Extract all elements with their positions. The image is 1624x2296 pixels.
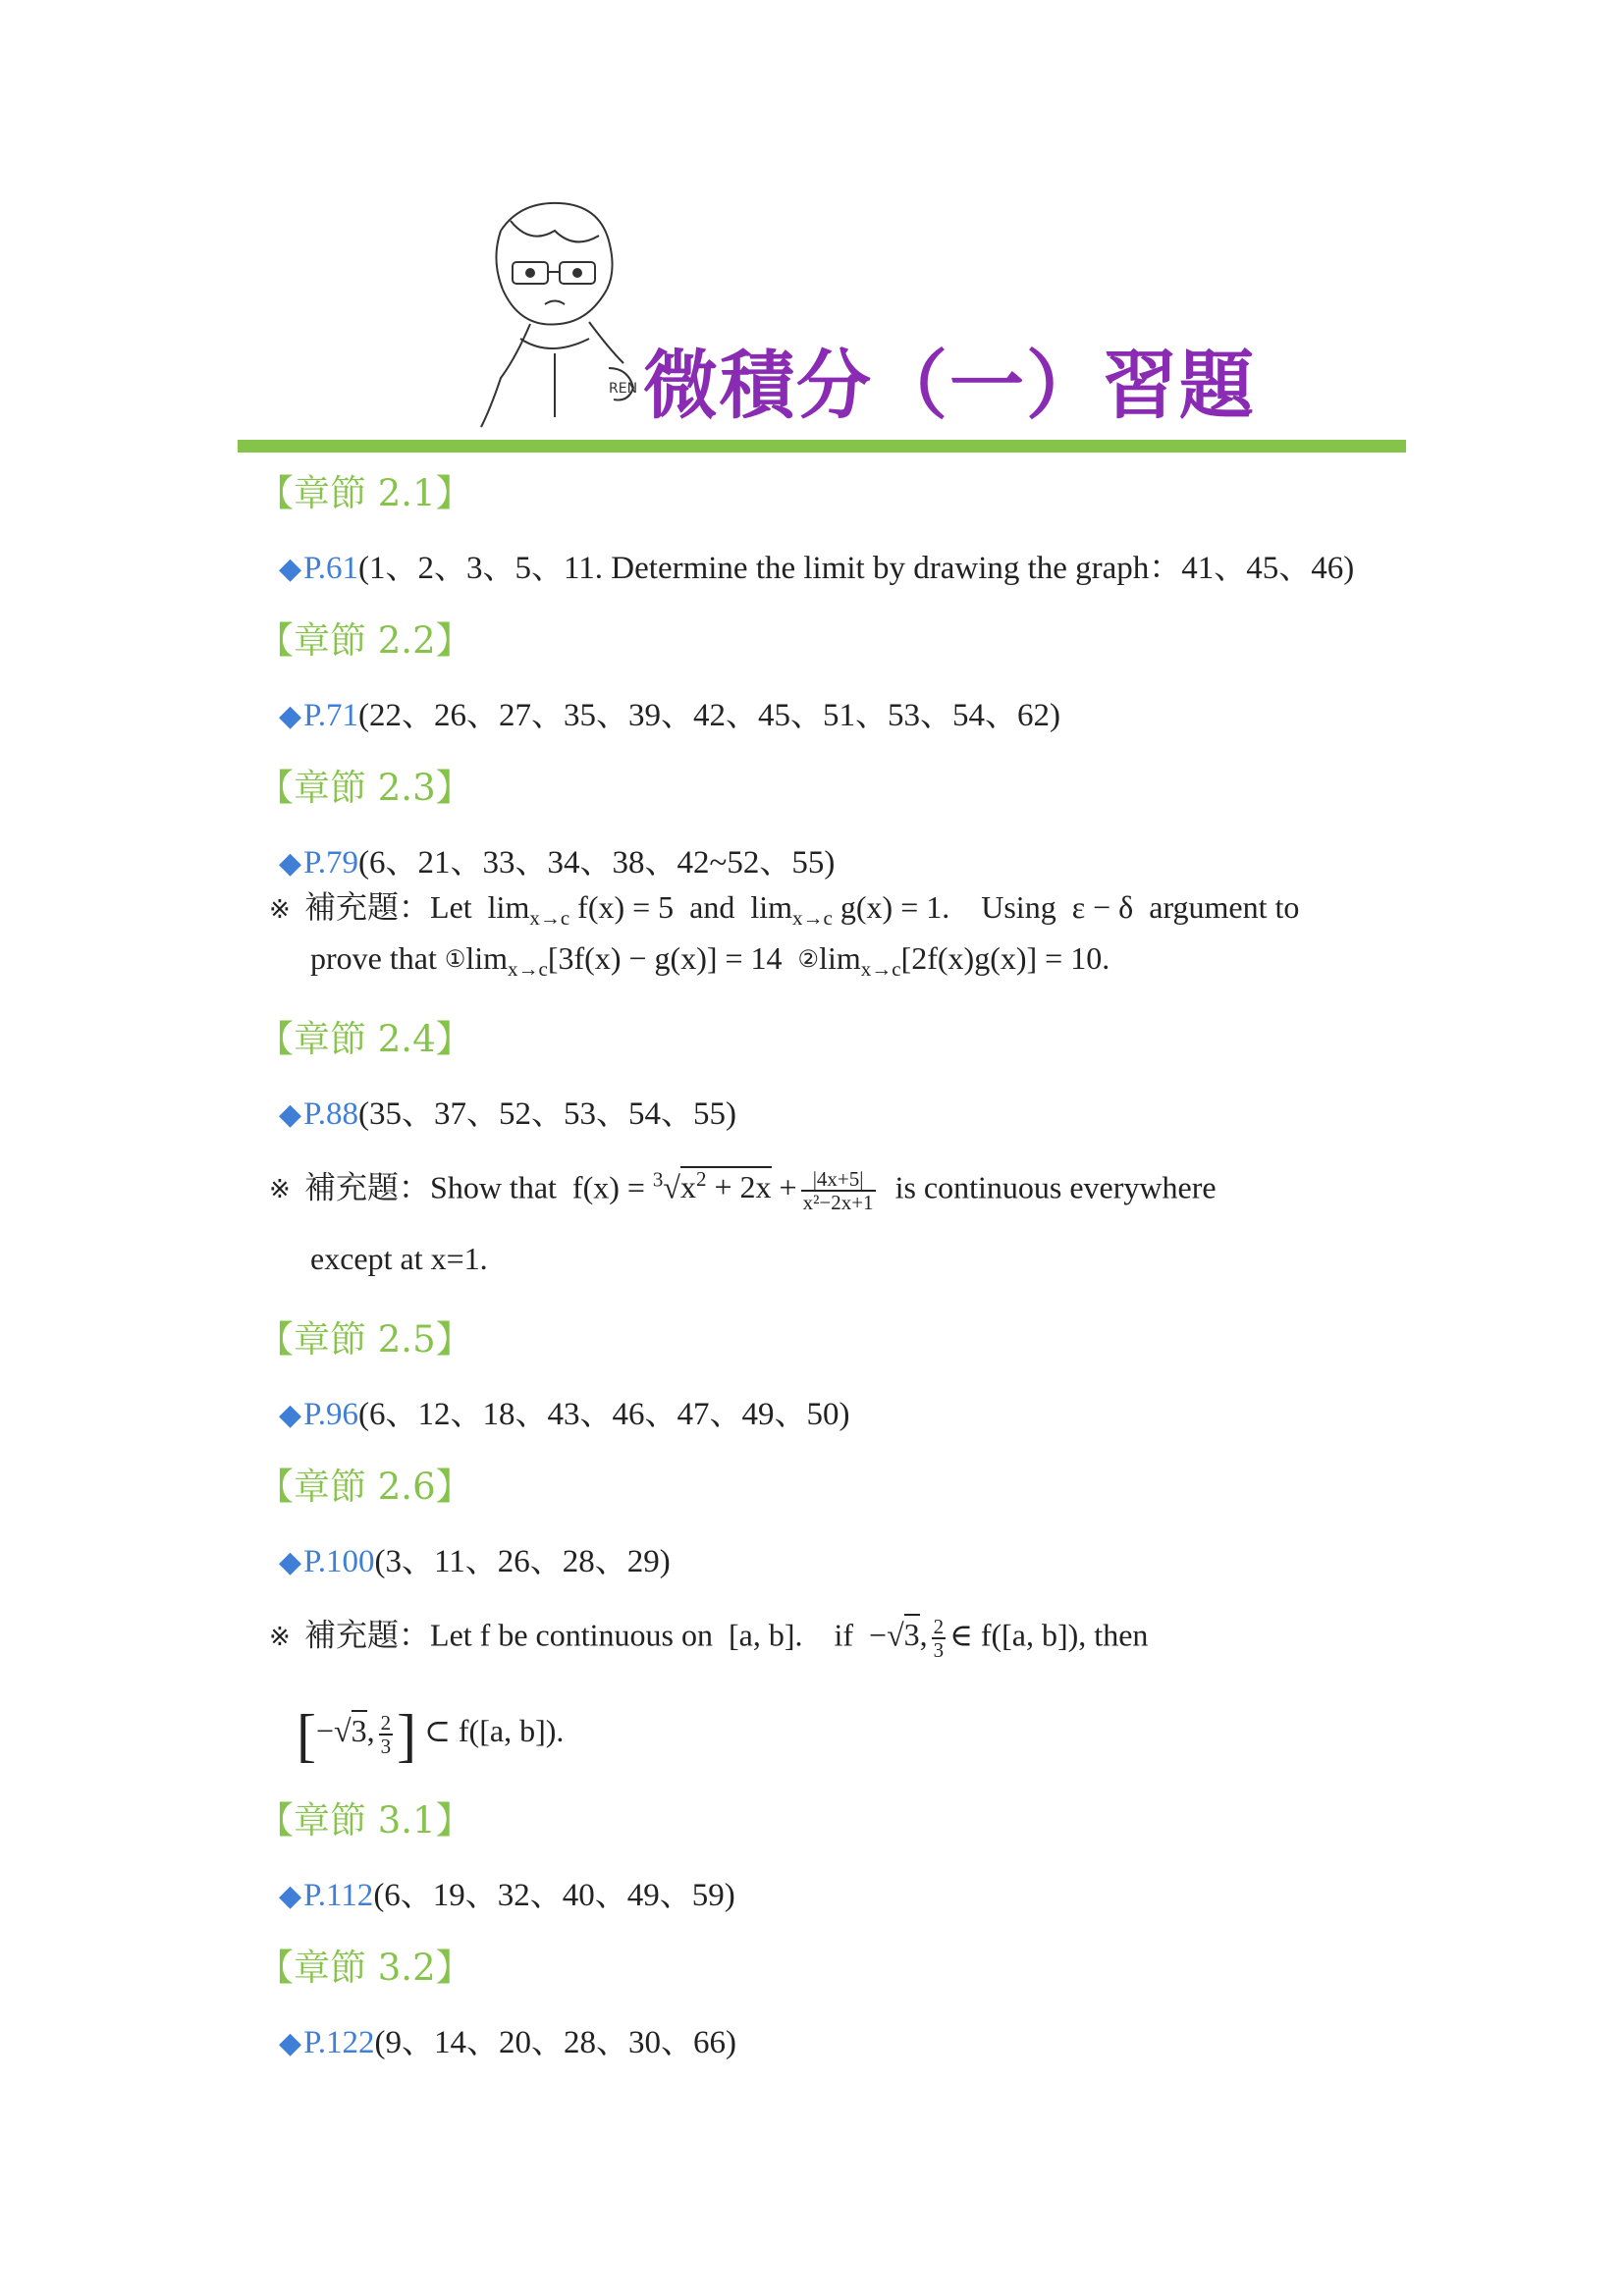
exercise-item: [279, 700, 1406, 732]
section-heading: 【章節 2.6】: [257, 1466, 472, 1508]
supplement-label: 補充題：: [304, 1616, 431, 1654]
header-rule: [238, 440, 1406, 453]
exercise-numbers: (6、21、33、34、38、42~52、55): [358, 845, 836, 881]
section-heading: 【章節 3.2】: [257, 1947, 472, 1989]
fraction: $\frac{|4x+5|}{\text{x²−2x+1}}$: [802, 1167, 874, 1215]
page-reference: P.96: [303, 1397, 359, 1432]
cube-root-sign: √: [663, 1169, 680, 1205]
reference-mark-icon: ※: [269, 895, 291, 925]
exercise-item: [279, 553, 1406, 585]
reference-mark-icon: ※: [269, 1175, 291, 1205]
section-heading: 【章節 3.1】: [257, 1799, 472, 1842]
diamond-bullet-icon: ◆: [279, 2027, 302, 2059]
exercise-numbers: (3、11、26、28、29): [374, 1544, 671, 1579]
diamond-bullet-icon: ◆: [279, 1399, 302, 1431]
exercise-numbers: (6、12、18、43、46、47、49、50): [358, 1397, 850, 1432]
diamond-bullet-icon: ◆: [279, 700, 302, 732]
supplement-label: 補充題：: [304, 888, 431, 926]
page-title: 微積分（一）習題: [643, 342, 1256, 429]
diamond-bullet-icon: ◆: [279, 847, 302, 880]
supplementary-problem: ※ 補充題：Let f be continuous on [a, b]. if −√3, $\frac{2}{3}$ ∈ f([a, b]), then [−√3, $\frac{2}{3}$ ] ⊂ f([a, b]).: [269, 1615, 1149, 1768]
exercise-numbers: (35、37、52、53、54、55): [358, 1096, 737, 1132]
page-reference: P.112: [303, 1878, 374, 1913]
section-heading: 【章節 2.1】: [257, 472, 472, 514]
section-heading: 【章節 2.3】: [257, 767, 472, 809]
page-reference: P.79: [303, 845, 359, 881]
exercise-numbers: (9、14、20、28、30、66): [374, 2025, 737, 2060]
section-heading: 【章節 2.4】: [257, 1018, 472, 1060]
exercise-item: [279, 1546, 1406, 1578]
page-reference: P.122: [303, 2025, 375, 2060]
supplementary-problem: ※ 補充題：Let $\lim_{x\to c} f(x) = 5$ and $\lim_{x\to c} g(x) = 1$. Using ε − δ argument to prove that $①\lim_{x\to c}[3f(x) - g(x)] = 14$ $②\lim_{x\to c}[2f(x)g(x)] = 10$.: [269, 888, 1300, 981]
cartoon-avatar-icon: [461, 191, 658, 437]
exercise-numbers: (22、26、27、35、39、42、45、51、53、54、62): [358, 698, 1061, 733]
page-header: [461, 191, 1256, 437]
exercise-item: [279, 1098, 1406, 1131]
diamond-bullet-icon: ◆: [279, 1098, 302, 1131]
section-heading: 【章節 2.5】: [257, 1318, 472, 1361]
avatar-label: REN: [609, 381, 638, 397]
exercise-item: [279, 1880, 1406, 1912]
page-reference: P.61: [303, 551, 359, 586]
exercise-list: [257, 461, 1406, 2097]
page-reference: P.100: [303, 1544, 375, 1579]
exercise-numbers: (1、2、3、5、11. Determine the limit by drawing the graph：41、45、46): [358, 551, 1355, 586]
exercise-item: [279, 847, 1406, 880]
exercise-item: [279, 1399, 1406, 1431]
supplement-label: 補充題：: [304, 1168, 431, 1206]
section-heading: 【章節 2.2】: [257, 619, 472, 662]
page-reference: P.71: [303, 698, 359, 733]
fraction: $\frac{2}{3}$: [380, 1710, 392, 1758]
diamond-bullet-icon: ◆: [279, 1880, 302, 1912]
supplementary-problem: ※ 補充題：Show that $f(x) = ^3√x^2 + 2x$ + $\frac{|4x+5|}{\text{x²−2x+1}}$ is continuous everywhere except at x=1.: [269, 1167, 1217, 1276]
diamond-bullet-icon: ◆: [279, 1546, 302, 1578]
exercise-item: [279, 2027, 1406, 2059]
reference-mark-icon: ※: [269, 1623, 291, 1653]
diamond-bullet-icon: ◆: [279, 553, 302, 585]
root-index: 3: [652, 1167, 664, 1192]
fraction: $\frac{2}{3}$: [933, 1615, 945, 1663]
exercise-numbers: (6、19、32、40、49、59): [373, 1878, 735, 1913]
page-reference: P.88: [303, 1096, 359, 1132]
